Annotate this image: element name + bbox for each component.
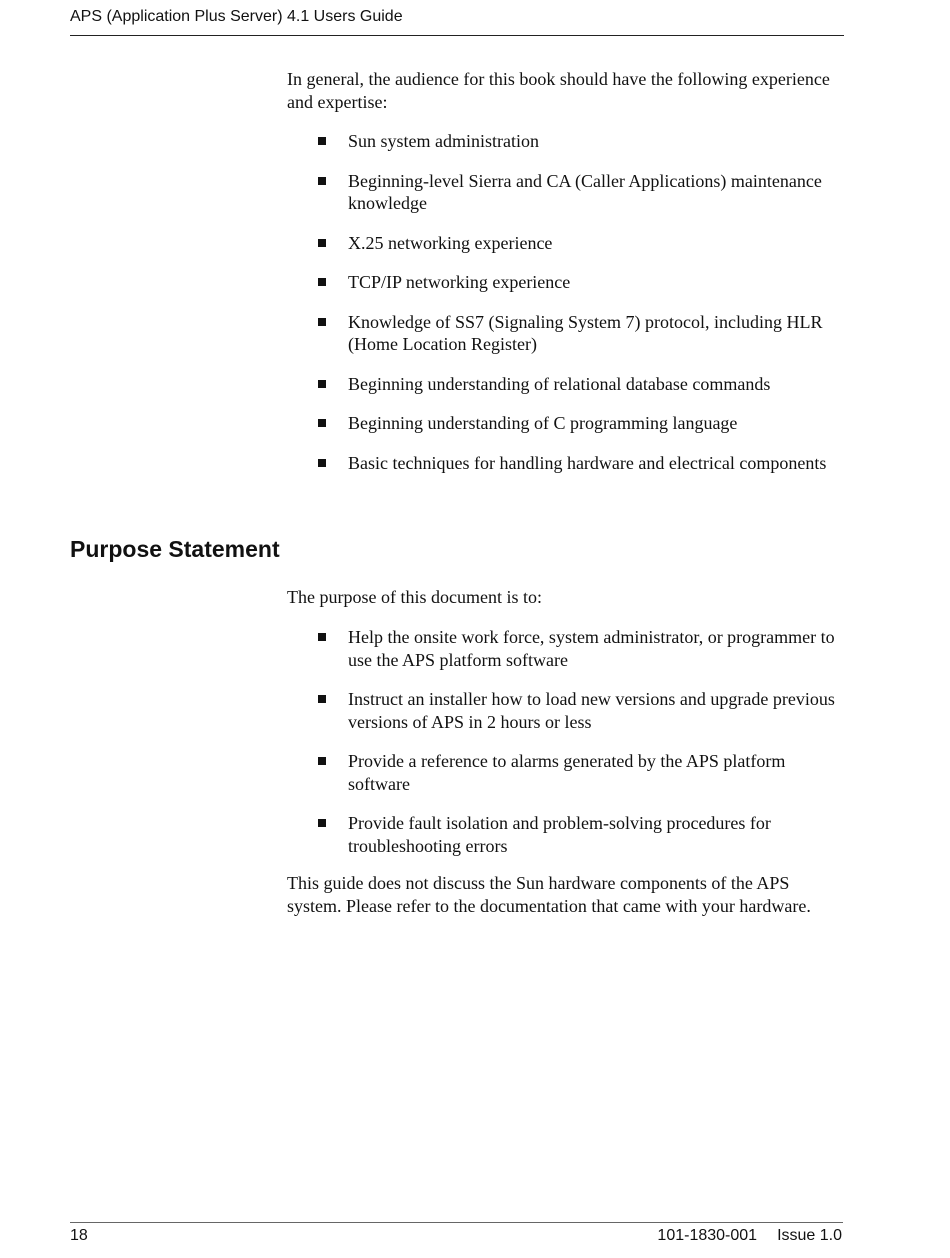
square-bullet-icon: [318, 380, 326, 388]
list-item: [287, 373, 847, 396]
audience-intro: In general, the audience for this book should have the following experience and expertise:: [287, 69, 830, 112]
list-item: [287, 626, 847, 671]
list-item-text: Sun system administration: [348, 131, 539, 151]
purpose-intro: The purpose of this document is to:: [287, 587, 542, 607]
list-item-text: Basic techniques for handling hardware and electrical components: [348, 452, 827, 473]
square-bullet-icon: [318, 318, 326, 326]
square-bullet-icon: [318, 239, 326, 247]
list-item-text: Beginning-level Sierra and CA (Caller Applications) maintenance knowledge: [348, 170, 822, 213]
running-header-title: APS (Application Plus Server) 4.1 Users Guide: [70, 8, 403, 25]
purpose-list: [287, 626, 847, 857]
list-item-text: Beginning understanding of C programming language: [348, 413, 738, 433]
list-item-text: Provide a reference to alarms generated by the APS platform software: [348, 751, 786, 794]
square-bullet-icon: [318, 757, 326, 765]
list-item: [287, 170, 847, 215]
audience-list: [287, 130, 847, 474]
list-item: [287, 130, 847, 153]
list-item: [287, 271, 847, 294]
header-rule: [70, 35, 844, 36]
doc-number: 101-1830-001: [657, 1227, 758, 1244]
square-bullet-icon: [318, 819, 326, 827]
square-bullet-icon: [318, 177, 326, 185]
list-item: [287, 232, 847, 255]
list-item: [287, 750, 847, 795]
square-bullet-icon: [318, 137, 326, 145]
footer-doc-info: [657, 1226, 842, 1246]
page-number: 18: [70, 1227, 88, 1244]
list-item: [287, 452, 847, 475]
list-item-text: X.25 networking experience: [348, 232, 553, 253]
list-item: [287, 812, 847, 857]
section-heading-purpose: Purpose Statement: [70, 536, 280, 562]
square-bullet-icon: [318, 419, 326, 427]
list-item-text: Instruct an installer how to load new versions and upgrade previous versions of APS in 2 hours or less: [348, 689, 835, 732]
list-item-text: Help the onsite work force, system administrator, or programmer to use the APS platform software: [348, 627, 835, 670]
footer-rule: [70, 1222, 843, 1223]
square-bullet-icon: [318, 278, 326, 286]
list-item-text: TCP/IP networking experience: [348, 272, 571, 292]
square-bullet-icon: [318, 459, 326, 467]
list-item-text: Knowledge of SS7 (Signaling System 7) protocol, including HLR (Home Location Register): [348, 311, 823, 354]
square-bullet-icon: [318, 695, 326, 703]
purpose-closing: This guide does not discuss the Sun hardware components of the APS system. Please refer to the documentation that came with your hardware.: [287, 873, 811, 916]
list-item-text: Provide fault isolation and problem-solving procedures for troubleshooting errors: [348, 813, 771, 856]
issue-label: Issue 1.0: [777, 1227, 842, 1244]
list-item: [287, 412, 847, 435]
list-item: [287, 311, 847, 356]
square-bullet-icon: [318, 633, 326, 641]
list-item: [287, 688, 847, 733]
list-item-text: Beginning understanding of relational database commands: [348, 373, 771, 394]
